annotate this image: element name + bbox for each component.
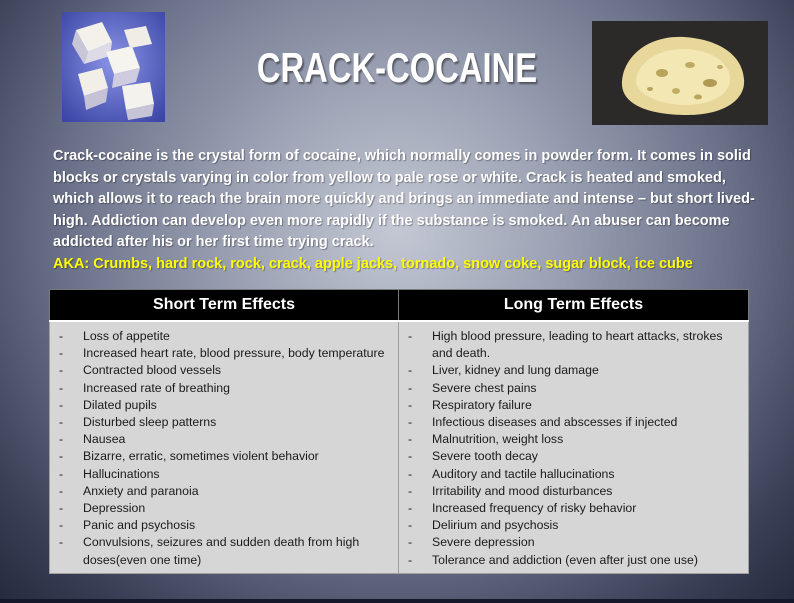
effects-table (49, 289, 749, 574)
list-item: - Convulsions, seizures and sudden death from high doses(even one time) (56, 534, 392, 568)
list-item: - Bizarre, erratic, sometimes violent behavior (56, 448, 392, 465)
list-item: - Severe depression (405, 534, 742, 551)
table-header-row (50, 290, 749, 322)
list-item: - Anxiety and paranoia (56, 483, 392, 500)
short-term-header: Short Term Effects (50, 290, 399, 322)
list-item: - Loss of appetite (56, 328, 392, 345)
list-item: - Irritability and mood disturbances (405, 483, 742, 500)
list-item: - Auditory and tactile hallucinations (405, 466, 742, 483)
aka-line: AKA: Crumbs, hard rock, rock, crack, apple jacks, tornado, snow coke, sugar block, ice cube (53, 256, 693, 272)
long-term-list (405, 328, 742, 569)
list-item: - Malnutrition, weight loss (405, 431, 742, 448)
list-item: - Severe tooth decay (405, 448, 742, 465)
list-item: - Nausea (56, 431, 392, 448)
list-item: - Respiratory failure (405, 397, 742, 414)
list-item: - Liver, kidney and lung damage (405, 362, 742, 379)
list-item: - Severe chest pains (405, 380, 742, 397)
list-item: - Contracted blood vessels (56, 362, 392, 379)
long-term-cell (399, 321, 749, 573)
page-title: CRACK-COCAINE (256, 44, 538, 91)
list-item: - Dilated pupils (56, 397, 392, 414)
short-term-list (56, 328, 392, 569)
list-item: - Delirium and psychosis (405, 517, 742, 534)
list-item: - Infectious diseases and abscesses if injected (405, 414, 742, 431)
list-item: - Disturbed sleep patterns (56, 414, 392, 431)
list-item: - Increased frequency of risky behavior (405, 500, 742, 517)
list-item: - Depression (56, 500, 392, 517)
short-term-cell (50, 321, 399, 573)
table-row (50, 321, 749, 573)
list-item: - Increased heart rate, blood pressure, body temperature (56, 345, 392, 362)
list-item: - Panic and psychosis (56, 517, 392, 534)
bottom-border (0, 599, 794, 603)
list-item: - Hallucinations (56, 466, 392, 483)
list-item: - Tolerance and addiction (even after just one use) (405, 552, 742, 569)
list-item: - High blood pressure, leading to heart attacks, strokes and death. (405, 328, 742, 362)
list-item: - Increased rate of breathing (56, 380, 392, 397)
intro-paragraph: Crack-cocaine is the crystal form of cocaine, which normally comes in powder form. It comes in solid blocks or crystals varying in color from yellow to pale rose or white. Crack is heated and smoked, which allows it to reach the brain more quickly and brings an immediate and intense – but short lived- high. Addiction can develop even more rapidly if the substance is smoked. An abuser can become addicted after his or her first time trying crack. (53, 148, 755, 250)
long-term-header: Long Term Effects (399, 290, 749, 322)
